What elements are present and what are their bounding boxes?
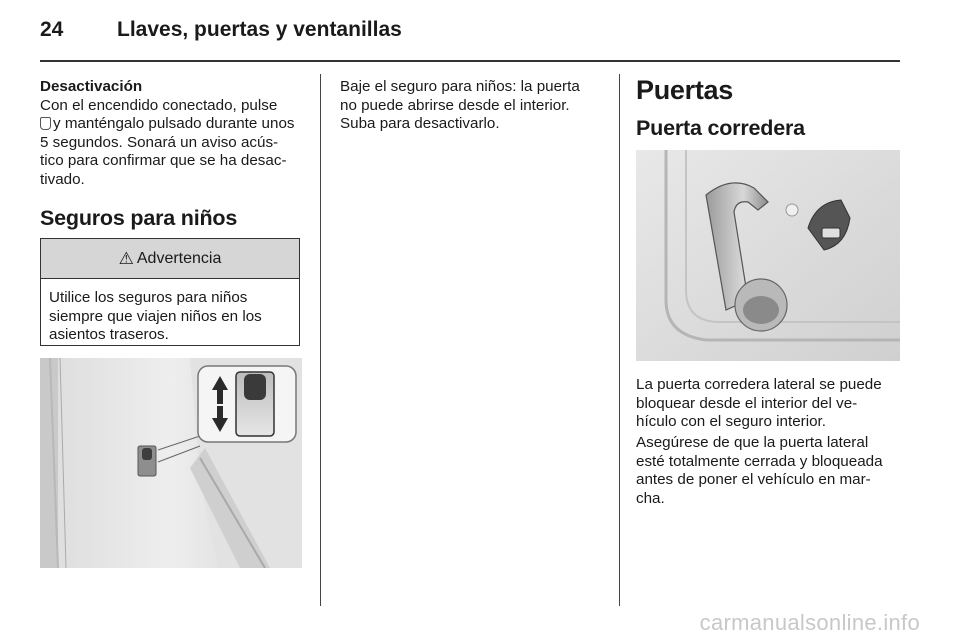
sliding-door-line-2: bloquear desde el interior del ve- (636, 394, 858, 412)
sliding-door-line-6: antes de poner el vehículo en mar- (636, 471, 871, 488)
key-button-icon (40, 117, 51, 130)
child-lock-instructions (340, 78, 602, 134)
deactivation-line-2-wrap (40, 115, 302, 134)
warning-header (41, 239, 299, 279)
header-rule (40, 60, 900, 62)
sliding-door-line-7: cha. (636, 489, 665, 507)
column-divider-2 (619, 74, 620, 606)
deactivation-line-1: Con el encendido conectado, pulse (40, 96, 278, 114)
deactivation-section (40, 78, 302, 189)
sliding-door-heading: Puerta corredera (636, 116, 805, 140)
instruction-line-1: Baje el seguro para niños: la puerta (340, 78, 580, 95)
watermark: carmanualsonline.info (699, 610, 920, 635)
sliding-door-line-4: Asegúrese de que la puerta lateral (636, 434, 869, 451)
child-lock-drawing (40, 358, 302, 568)
page-number: 24 (40, 18, 64, 41)
page-title: Llaves, puertas y ventanillas (117, 18, 402, 41)
warning-box (40, 238, 300, 346)
child-locks-heading: Seguros para niños (40, 206, 238, 230)
deactivation-line-4: tico para confirmar que se ha desac- (40, 152, 287, 169)
deactivation-subheading: Desactivación (40, 78, 143, 95)
warning-title: Advertencia (136, 249, 222, 267)
sliding-door-line-5: esté totalmente cerrada y bloqueada (636, 452, 883, 470)
instruction-line-2: no puede abrirse desde el interior. (340, 96, 570, 114)
deactivation-line-3: 5 segundos. Sonará un aviso acús- (40, 133, 279, 151)
instruction-line-3: Suba para desactivarlo. (340, 115, 500, 132)
child-lock-illustration (40, 358, 302, 568)
warning-icon: ⚠ (118, 248, 134, 268)
sliding-door-line-3: hículo con el seguro interior. (636, 413, 826, 430)
warning-line-3: asientos traseros. (49, 326, 169, 343)
warning-body (41, 279, 299, 355)
deactivation-line-2: y manténgalo pulsado durante unos (53, 115, 295, 132)
sliding-door-drawing (636, 150, 900, 361)
column-divider-1 (320, 74, 321, 606)
warning-line-1: Utilice los seguros para niños (49, 289, 248, 306)
warning-line-2: siempre que viajen niños en los (49, 307, 262, 325)
sliding-door-line-1: La puerta corredera lateral se puede (636, 376, 882, 393)
sliding-door-illustration (636, 150, 900, 361)
deactivation-line-5: tivado. (40, 170, 85, 188)
doors-heading: Puertas (636, 75, 733, 105)
sliding-door-text-1 (636, 376, 902, 432)
sliding-door-text-2 (636, 434, 902, 508)
